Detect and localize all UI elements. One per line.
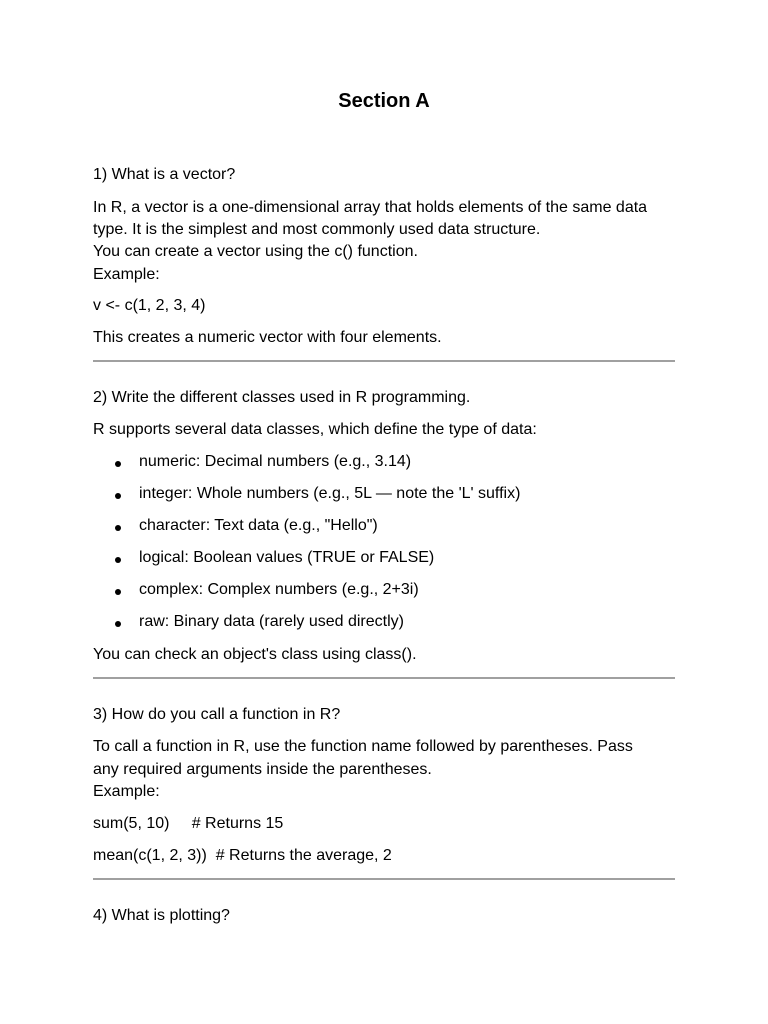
answer-3-line-3: Example: (93, 783, 160, 800)
question-3-heading: 3) How do you call a function in R? (93, 706, 341, 723)
bullet-icon (115, 525, 121, 531)
answer-2-intro: R supports several data classes, which define the type of data: (93, 421, 537, 438)
answer-3-code-1: sum(5, 10) # Returns 15 (93, 815, 284, 832)
list-item: character: Text data (e.g., "Hello") (139, 517, 378, 534)
list-item: logical: Boolean values (TRUE or FALSE) (139, 549, 435, 566)
answer-1-line-2: type. It is the simplest and most commonly used data structure. (93, 221, 541, 238)
answer-3-line-1: To call a function in R, use the function name followed by parentheses. Pass (93, 738, 633, 755)
bullet-icon (115, 461, 121, 467)
answer-3-code-2: mean(c(1, 2, 3)) # Returns the average, 2 (93, 847, 392, 864)
question-1-heading: 1) What is a vector? (93, 166, 236, 183)
answer-1-line-3: You can create a vector using the c() function. (93, 243, 418, 260)
answer-2-closing: You can check an object's class using class(). (93, 646, 417, 663)
list-item: raw: Binary data (rarely used directly) (139, 613, 404, 630)
bullet-icon (115, 493, 121, 499)
page-title: Section A (338, 90, 430, 112)
answer-1-line-4: Example: (93, 266, 160, 283)
bullet-icon (115, 621, 121, 627)
question-2-heading: 2) Write the different classes used in R programming. (93, 389, 471, 406)
question-4-heading: 4) What is plotting? (93, 907, 230, 924)
list-item: numeric: Decimal numbers (e.g., 3.14) (139, 453, 412, 470)
section-divider-1 (93, 360, 675, 362)
bullet-icon (115, 589, 121, 595)
section-divider-2 (93, 677, 675, 679)
list-item: complex: Complex numbers (e.g., 2+3i) (139, 581, 419, 598)
section-divider-3 (93, 878, 675, 880)
answer-1-code: v <- c(1, 2, 3, 4) (93, 297, 206, 314)
bullet-icon (115, 557, 121, 563)
answer-1-note: This creates a numeric vector with four elements. (93, 329, 442, 346)
answer-3-line-2: any required arguments inside the parentheses. (93, 761, 432, 778)
answer-1-line-1: In R, a vector is a one-dimensional array that holds elements of the same data (93, 199, 648, 216)
list-item: integer: Whole numbers (e.g., 5L — note the 'L' suffix) (139, 485, 521, 502)
